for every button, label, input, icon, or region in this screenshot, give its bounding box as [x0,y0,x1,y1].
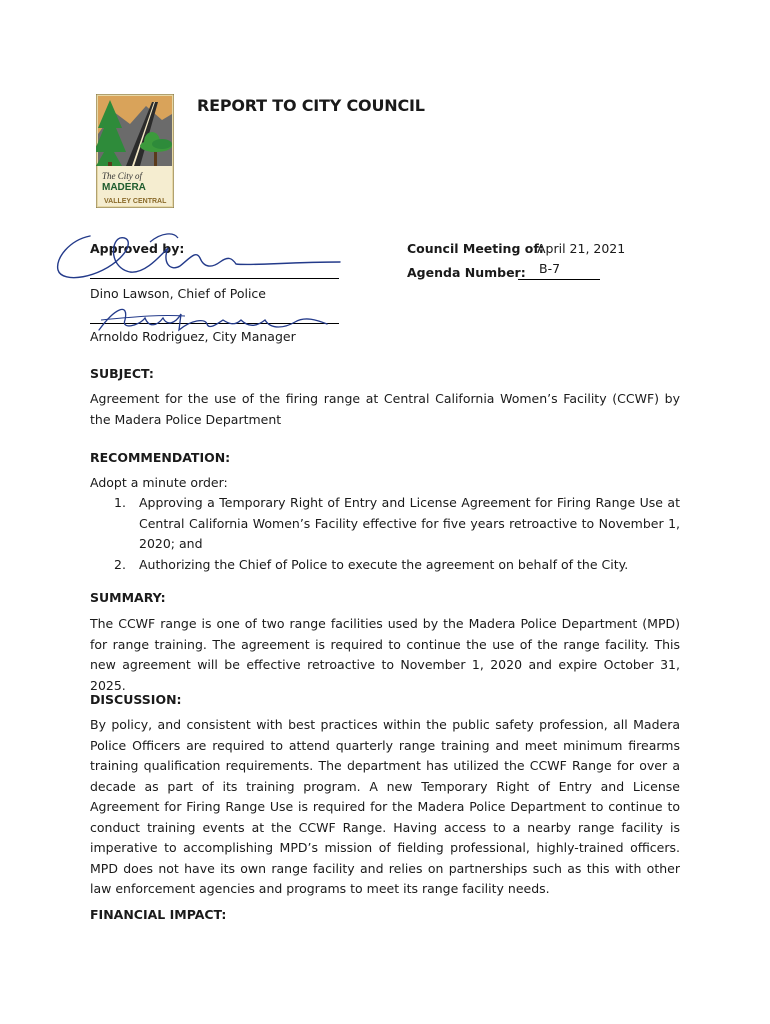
financial-impact-heading: FINANCIAL IMPACT: [90,907,227,922]
list-item-text: Approving a Temporary Right of Entry and License Agreement for Firing Range Use at Central California Women’s Facility effective for five years retroactive to November 1, 2020; and [139,495,680,551]
discussion-text: By policy, and consistent with best practices within the public safety profession, all Madera Police Officers are required to attend quarterly range training and meet minimum firearms training qualification requirements. The department has utilized the CCWF Range for over a decade as part of its training program. A new Temporary Right of Entry and License Agreement for Firing Range Use is required for the Madera Police Department to continue to conduct training events at the CCWF Range. Having access to a nearby range facility is imperative to accomplishing MPD’s mission of fielding professional, highly-trained officers. MPD does not have its own range facility and relies on partnerships such as this with other law enforcement agencies and programs to meet its range facility needs. [90,717,680,896]
logo-line3: VALLEY CENTRAL [104,198,167,205]
agenda-number-label: Agenda Number: [407,265,526,280]
list-item-number: 1. [114,495,126,510]
council-meeting-date: April 21, 2021 [537,241,626,256]
list-item [114,493,680,555]
logo-line1: The City of [102,171,142,181]
subject-heading: SUBJECT: [90,366,154,381]
discussion-heading: DISCUSSION: [90,692,182,707]
manager-signature-line [90,323,339,324]
list-item [114,555,680,576]
recommendation-intro: Adopt a minute order: [90,475,228,490]
approved-by-label: Approved by: [90,241,185,256]
list-item-number: 2. [114,556,126,572]
recommendation-heading: RECOMMENDATION: [90,450,231,465]
manager-name: Arnoldo Rodriguez, City Manager [90,329,296,344]
recommendation-list [114,493,680,575]
agenda-number-value: B-7 [539,261,561,276]
subject-text: Agreement for the use of the firing range at Central California Women’s Facility (CCWF) by the Madera Police Department [90,391,680,427]
agenda-number-line [518,279,600,280]
chief-name: Dino Lawson, Chief of Police [90,286,266,301]
report-title: REPORT TO CITY COUNCIL [197,96,425,115]
council-meeting-label: Council Meeting of: [407,241,544,256]
chief-signature-line [90,278,339,279]
summary-text: The CCWF range is one of two range facilities used by the Madera Police Department (MPD) for range training. The agreement is required to continue the use of the range facility. This new agreement will be effective retroactive to November 1, 2020 and expire October 31, 2025. [90,616,680,693]
city-of-madera-logo [96,94,174,208]
chief-signature [50,228,350,288]
list-item-text: Authorizing the Chief of Police to execute the agreement on behalf of the City. [139,556,629,572]
summary-heading: SUMMARY: [90,590,166,605]
logo-line2: MADERA [102,182,146,193]
